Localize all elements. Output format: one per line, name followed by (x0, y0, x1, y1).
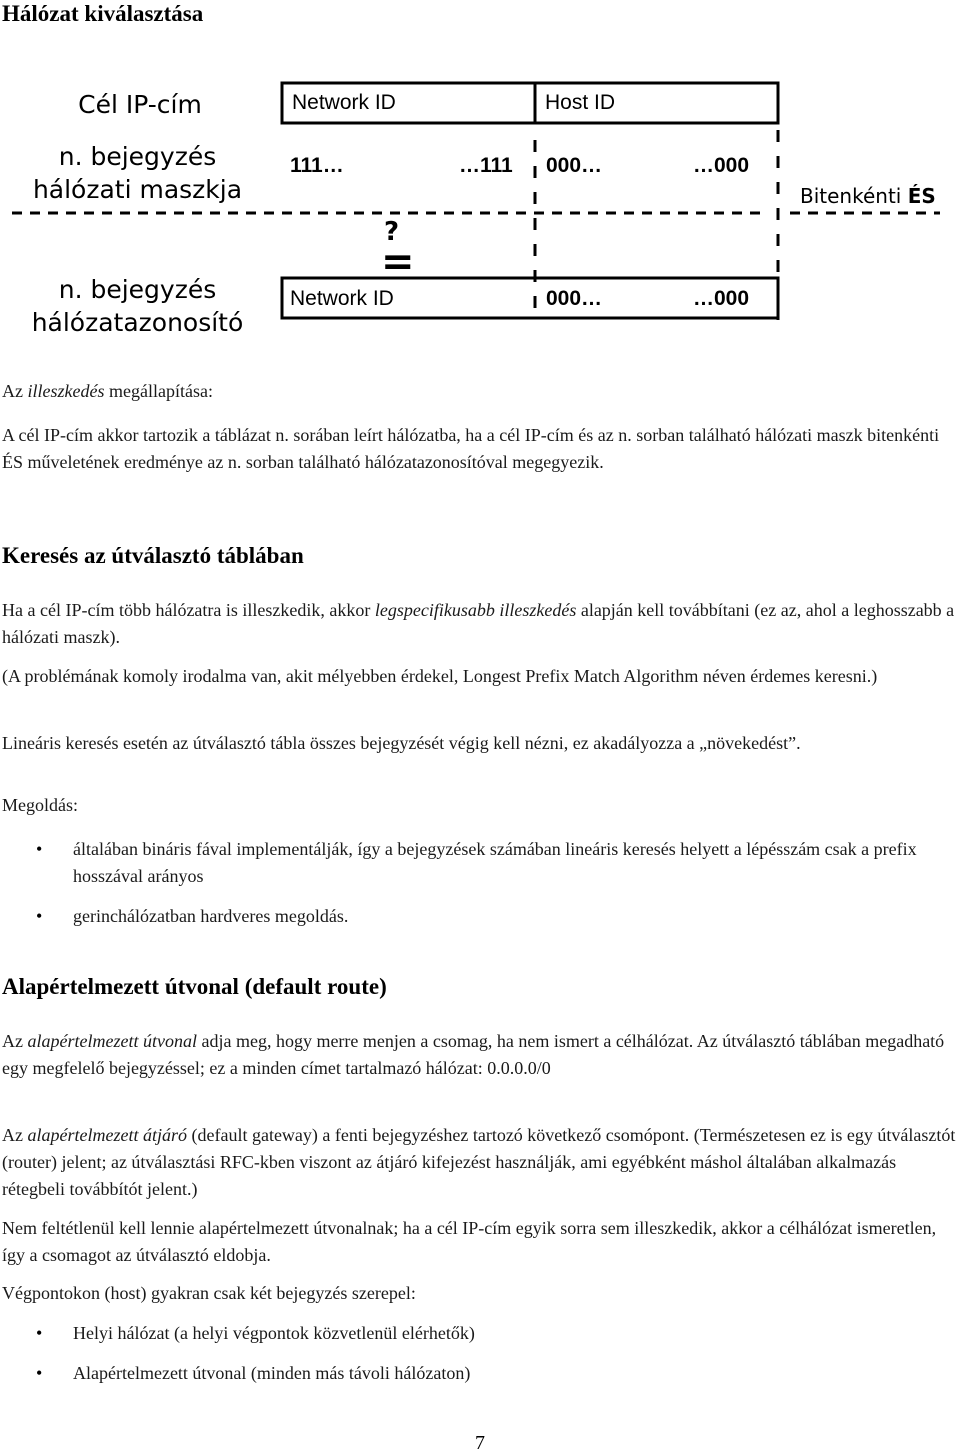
equals-sign: = (381, 239, 415, 285)
bullet-marker: • (36, 839, 43, 859)
dr-p1-pre: Az (2, 1031, 28, 1051)
section-title-network-selection: Hálózat kiválasztása (2, 1, 204, 26)
mask-diagram (0, 70, 960, 350)
bullet-marker: • (36, 1323, 43, 1343)
label-mask-line2: hálózati maszkja (32, 175, 243, 204)
label-mask (10, 140, 265, 206)
page-number: 7 (475, 1432, 485, 1454)
lookup-paragraph-3: Lineáris keresés esetén az útválasztó tábla összes bejegyzését végig kell nézni, ez akadályozza a „növekedést”. (2, 733, 801, 753)
default-route-paragraph-3: Nem feltétlenül kell lennie alapértelmezett útvonalnak; ha a cél IP-cím egyik sorra sem illeszkedik, akkor a célhálózat ismeretlen, így a csomagot az útválasztó eldobja. (2, 1218, 937, 1265)
default-route-paragraph-2 (2, 1122, 958, 1203)
mask-zeros-start: 000… (546, 154, 603, 177)
question-mark: ? (384, 217, 400, 247)
mask-ones-end: …111 (459, 154, 513, 177)
label-netid-line1: n. bejegyzés (58, 275, 217, 304)
result-zeros-start: 000… (546, 287, 603, 310)
default-route-paragraph-4: Végpontokon (host) gyakran csak két bejegyzés szerepel: (2, 1283, 416, 1303)
bitwise-and-prefix: Bitenkénti (800, 184, 902, 208)
lookup-paragraph-2: (A problémának komoly irodalma van, akit mélyebben érdekel, Longest Prefix Match Algorithm néven érdemes keresni.) (2, 666, 878, 686)
default-route-bullet-1: Helyi hálózat (a helyi végpontok közvetlenül elérhetők) (73, 1323, 475, 1343)
lookup-p1-post: alapján kell továbbítani (ez az, ahol a leghosszabb a hálózati maszk). (2, 600, 955, 647)
dr-p2-post: (default gateway) a fenti bejegyzéshez tartozó következő csomópont. (Természetesen ez is egy útválasztót (router) jelent; az útválasztási RFC-kben viszont az átjáró kifejezést használják, ami egyébként máshol általában alkalmazás rétegbeli továbbítót jelent.) (2, 1125, 956, 1199)
bullet-marker: • (36, 906, 43, 926)
box-host-id: Host ID (545, 91, 616, 114)
lookup-bullet-1: általában bináris fával implementálják, így a bejegyzések számában lineáris keresés helyett a lépésszám csak a prefix hosszával arányos (73, 839, 917, 886)
lookup-p1-pre: Ha a cél IP-cím több hálózatra is illeszkedik, akkor (2, 600, 375, 620)
mask-ones-start: 111… (290, 154, 344, 177)
label-mask-line1: n. bejegyzés (58, 142, 217, 171)
bullet-marker: • (36, 1363, 43, 1383)
match-intro-post: megállapítása: (104, 381, 213, 401)
lookup-paragraph-4: Megoldás: (2, 795, 78, 815)
match-intro-em: illeszkedés (27, 381, 105, 401)
default-route-bullet-2: Alapértelmezett útvonal (minden más távoli hálózaton) (73, 1363, 471, 1383)
label-network-id (10, 273, 265, 339)
lookup-bullet-2: gerinchálózatban hardveres megoldás. (73, 906, 349, 926)
bitwise-and-bold: ÉS (907, 184, 936, 208)
match-intro-pre: Az (2, 381, 28, 401)
result-zeros-end: …000 (693, 287, 750, 310)
dr-p1-em: alapértelmezett útvonal (27, 1031, 197, 1051)
section-title-default-route: Alapértelmezett útvonal (default route) (2, 974, 387, 999)
dr-p2-em: alapértelmezett átjáró (27, 1125, 187, 1145)
label-target-ip: Cél IP-cím (78, 90, 202, 119)
match-intro (2, 378, 958, 405)
box-network-id: Network ID (292, 91, 396, 114)
lookup-p1-em: legspecifikusabb illeszkedés (374, 600, 577, 620)
label-netid-line2: hálózatazonosító (31, 308, 244, 337)
match-text: A cél IP-cím akkor tartozik a táblázat n. sorában leírt hálózatba, ha a cél IP-cím és az n. sorban található hálózati maszk bitenkénti ÉS műveletének eredménye az n. sorban található hálózatazonosítóval megegyezik. (2, 425, 940, 472)
dr-p2-pre: Az (2, 1125, 28, 1145)
default-route-paragraph-1 (2, 1028, 958, 1082)
result-network-id: Network ID (290, 287, 394, 310)
bitwise-and-label (800, 184, 936, 208)
lookup-paragraph-1 (2, 597, 958, 651)
section-title-lookup: Keresés az útválasztó táblában (2, 543, 304, 568)
mask-zeros-end: …000 (693, 154, 750, 177)
dr-p1-post: adja meg, hogy merre menjen a csomag, ha nem ismert a célhálózat. Az útválasztó táblában megadható egy megfelelő bejegyzéssel; ez a minden címet tartalmazó hálózat: 0.0.0.0/0 (2, 1031, 945, 1078)
